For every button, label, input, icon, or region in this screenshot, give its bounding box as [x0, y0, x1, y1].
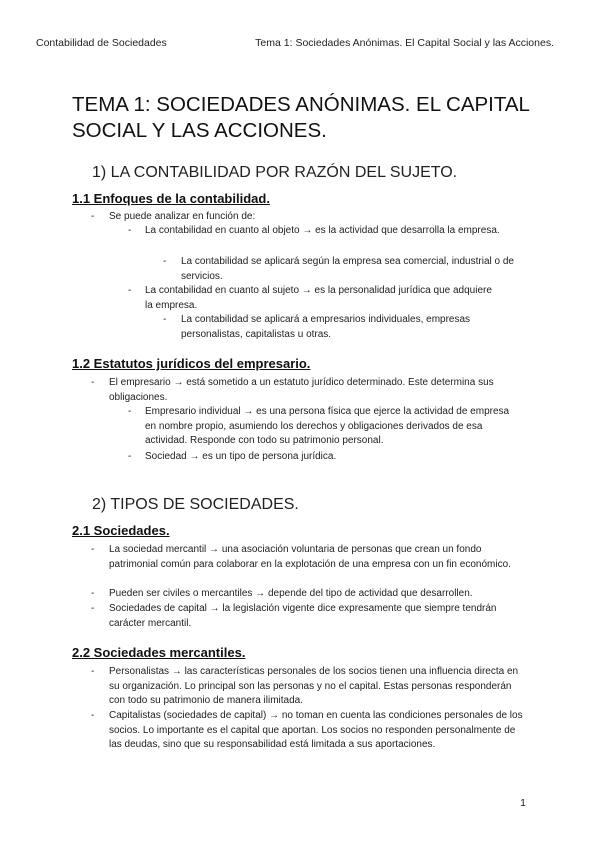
bullet-dash: - [91, 588, 95, 599]
list-item: Se puede analizar en función de: [109, 211, 256, 222]
list-item: Sociedades de capital → la legislación vigente dice expresamente que siempre tendrán carácter mercantil. [109, 603, 497, 629]
bullet-dash: - [91, 666, 95, 677]
bullet-dash: - [91, 710, 95, 721]
list-item: La contabilidad en cuanto al sujeto → es la personalidad jurídica que adquiere la empresa. [145, 285, 492, 311]
header-topic: Tema 1: Sociedades Anónimas. El Capital Social y las Acciones. [255, 37, 554, 49]
section-heading-2: 2) TIPOS DE SOCIEDADES. [92, 496, 299, 513]
bullet-dash: - [163, 256, 167, 267]
list-item: Pueden ser civiles o mercantiles → depende del tipo de actividad que desarrollen. [109, 588, 473, 599]
list-item: La contabilidad en cuanto al objeto → es la actividad que desarrolla la empresa. [145, 225, 500, 236]
bullet-dash: - [128, 285, 132, 296]
list-item: Empresario individual → es una persona física que ejerce la actividad de empresa en nombre propio, asumiendo los derechos y obligaciones derivados de esa actividad. Responde con todo su patrimonio personal. [145, 406, 510, 447]
bullet-dash: - [91, 544, 95, 555]
list-item: Sociedad → es un tipo de persona jurídica. [145, 451, 337, 462]
list-item: La sociedad mercantil → una asociación voluntaria de personas que crean un fondo patrimonial común para colaborar en la explotación de una empresa con un fin económico. [109, 544, 511, 570]
subsection-heading-1-1: 1.1 Enfoques de la contabilidad. [72, 191, 270, 206]
section-heading-1: 1) LA CONTABILIDAD POR RAZÓN DEL SUJETO. [92, 164, 458, 181]
document-title: TEMA 1: SOCIEDADES ANÓNIMAS. EL CAPITAL SOCIAL Y LAS ACCIONES. [72, 93, 530, 142]
subsection-heading-2-1: 2.1 Sociedades. [72, 523, 170, 538]
list-item: Personalistas → las características personales de los socios tienen una influencia directa en su organización. Lo principal son las personas y no el capital. Estas personas responderán con todo su patrimonio de manera ilimitada. [109, 666, 519, 707]
header-course: Contabilidad de Sociedades [36, 37, 167, 49]
list-item: La contabilidad se aplicará a empresarios individuales, empresas personalistas, capitalistas u otras. [181, 314, 471, 340]
bullet-dash: - [128, 406, 132, 417]
list-item: Capitalistas (sociedades de capital) → no toman en cuenta las condiciones personales de los socios. Lo importante es el capital que aportan. Los socios no responden personalmente de las deudas, sino que su responsabilidad está limitada a sus aportaciones. [109, 710, 523, 751]
page-number: 1 [520, 797, 526, 809]
bullet-dash: - [128, 451, 132, 462]
list-item: La contabilidad se aplicará según la empresa sea comercial, industrial o de servicios. [181, 256, 514, 282]
bullet-dash: - [91, 377, 95, 388]
subsection-heading-1-2: 1.2 Estatutos jurídicos del empresario. [72, 356, 311, 371]
bullet-dash: - [91, 211, 95, 222]
bullet-dash: - [91, 603, 95, 614]
list-item: El empresario → está sometido a un estatuto jurídico determinado. Este determina sus obligaciones. [109, 377, 494, 403]
bullet-dash: - [163, 314, 167, 325]
bullet-dash: - [128, 225, 132, 236]
subsection-heading-2-2: 2.2 Sociedades mercantiles. [72, 645, 246, 660]
